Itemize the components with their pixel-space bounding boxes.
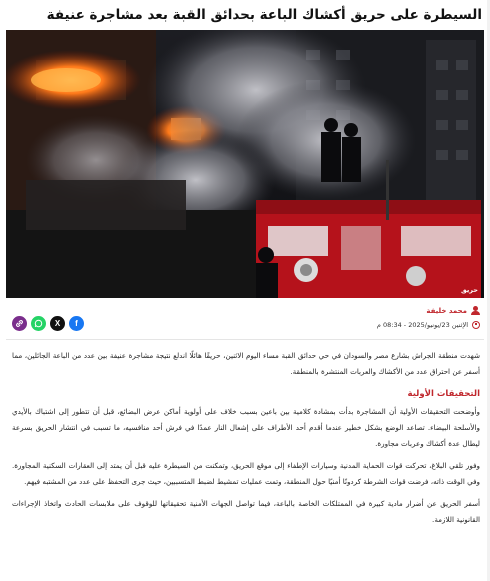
article-photo <box>6 30 484 298</box>
fire-scene-image <box>6 30 484 298</box>
user-icon <box>471 306 480 315</box>
article-body <box>12 348 480 534</box>
share-buttons <box>12 316 84 331</box>
publish-date: الإثنين 23/يونيو/2025 - 08:34 م <box>376 321 468 329</box>
article-title: السيطرة على حريق أكشاك الباعة بحدائق القبة بعد مشاجرة عنيفة <box>46 7 482 23</box>
date-row <box>377 321 480 329</box>
link-icon[interactable] <box>12 316 27 331</box>
clock-icon <box>472 321 480 329</box>
paragraph-damage: أسفر الحريق عن أضرار مادية كبيرة في الممتلكات الخاصة بالباعة، فيما تواصل الجهات الأمنية تحقيقاتها للوقوف على ملابسات الحادث واتخاذ الإجراءات القانونية اللازمة. <box>12 499 480 524</box>
paragraph-intro: شهدت منطقة الجراش بشارع مصر والسودان في حي حدائق القبة مساء اليوم الاثنين، حريقًا هائلًا اندلع نتيجة مشاجرة عنيفة بين عدد من الباعة الجائلين، مما أسفر عن احتراق عدد من الأكشاك والعربات المنتشرة بالمنطقة. <box>12 351 480 376</box>
whatsapp-icon[interactable] <box>31 316 46 331</box>
paragraph-investigation: وأوضحت التحقيقات الأولية أن المشاجرة بدأت بمشادة كلامية بين باعين بسبب خلاف على أولوية أماكن عرض البضائع، قبل أن تتطور إلى اشتباك بالأيدي والأسلحة البيضاء. تصاعد الوضع بشكل خطير عندما أقدم أحد الأطراف على إشعال النار عمدًا في فرش أحد منافسيه، ما تسبب في انتشار الحريق بسرعة ليطال عدة أكشاك وعربات مجاورة. <box>12 407 480 448</box>
x-icon[interactable]: X <box>50 316 65 331</box>
author-row <box>426 306 480 315</box>
section-heading: التحقيقات الأولية <box>407 389 480 399</box>
author-link[interactable]: محمد خليفة <box>426 306 467 315</box>
article-meta <box>6 302 484 340</box>
facebook-icon[interactable]: f <box>69 316 84 331</box>
photo-credit: حريق <box>460 286 478 294</box>
paragraph-response: وفور تلقي البلاغ، تحركت قوات الحماية المدنية وسيارات الإطفاء إلى موقع الحريق، وتمكنت من السيطرة عليه قبل أن يمتد إلى العقارات السكنية المجاورة. وفي الوقت ذاته، فرضت قوات الشرطة كردونًا أمنيًا حول المنطقة، وتمت عمليات تمشيط لضبط المتسببين، حيث جرى التحفظ على عدد من المشتبه فيهم. <box>12 461 480 486</box>
